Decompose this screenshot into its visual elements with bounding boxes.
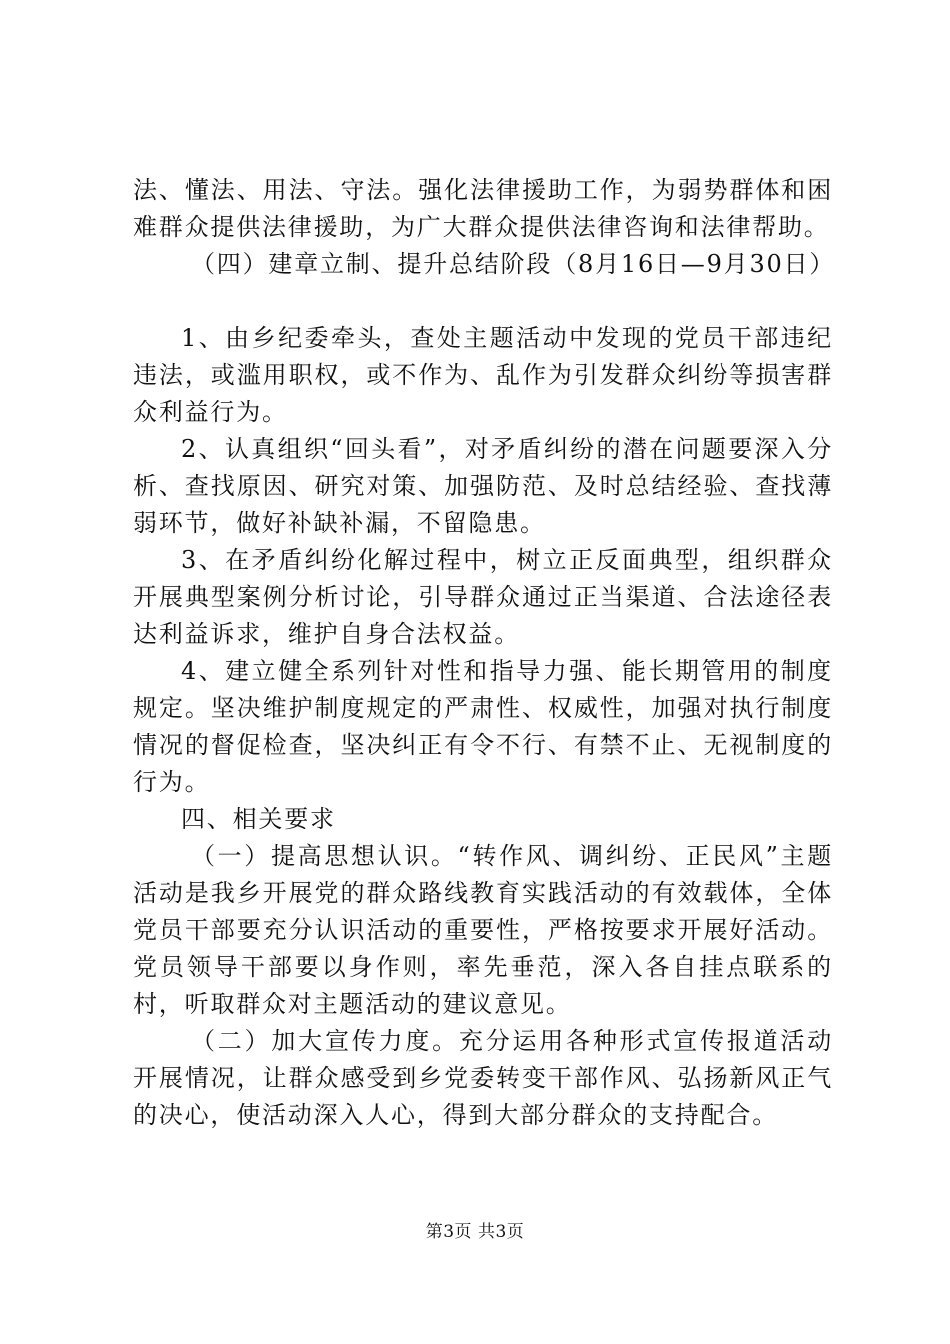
list-item-2: 2、认真组织“回头看”，对矛盾纠纷的潜在问题要深入分析、查找原因、研究对策、加强防范、及时总结经验、查找薄弱环节，做好补缺补漏，不留隐患。: [133, 435, 833, 537]
list-item-4: 4、建立健全系列针对性和指导力强、能长期管用的制度规定。坚决维护制度规定的严肃性、权威性，加强对执行制度情况的督促检查，坚决纠正有令不行、有禁不止、无视制度的行为。: [133, 657, 833, 796]
page-number-footer: 第3页 共3页: [425, 1222, 525, 1242]
list-item-3: 3、在矛盾纠纷化解过程中，树立正反面典型，组织群众开展典型案例分析讨论，引导群众通过正当渠道、合法途径表达利益诉求，维护自身合法权益。: [133, 546, 833, 648]
list-item-1: 1、由乡纪委牵头，查处主题活动中发现的党员干部违纪违法，或滥用职权，或不作为、乱作为引发群众纠纷等损害群众利益行为。: [133, 324, 833, 426]
section-heading-requirements: 四、相关要求: [181, 805, 336, 833]
section-heading-phase-four: （四）建章立制、提升总结阶段（8月16日—9月30日）: [191, 250, 836, 278]
requirement-item-1: （一）提高思想认识。“转作风、调纠纷、正民风”主题活动是我乡开展党的群众路线教育实践活动的有效载体，全体党员干部要充分认识活动的重要性，严格按要求开展好活动。党员领导干部要以身作则，率先垂范，深入各自挂点联系的村，听取群众对主题活动的建议意见。: [133, 842, 833, 1018]
requirement-item-2: （二）加大宣传力度。充分运用各种形式宣传报道活动开展情况，让群众感受到乡党委转变干部作风、弘扬新风正气的决心，使活动深入人心，得到大部分群众的支持配合。: [133, 1027, 833, 1129]
document-body: [133, 172, 836, 1134]
paragraph-continuation: 法、懂法、用法、守法。强化法律援助工作，为弱势群体和困难群众提供法律援助，为广大群众提供法律咨询和法律帮助。: [133, 176, 833, 241]
